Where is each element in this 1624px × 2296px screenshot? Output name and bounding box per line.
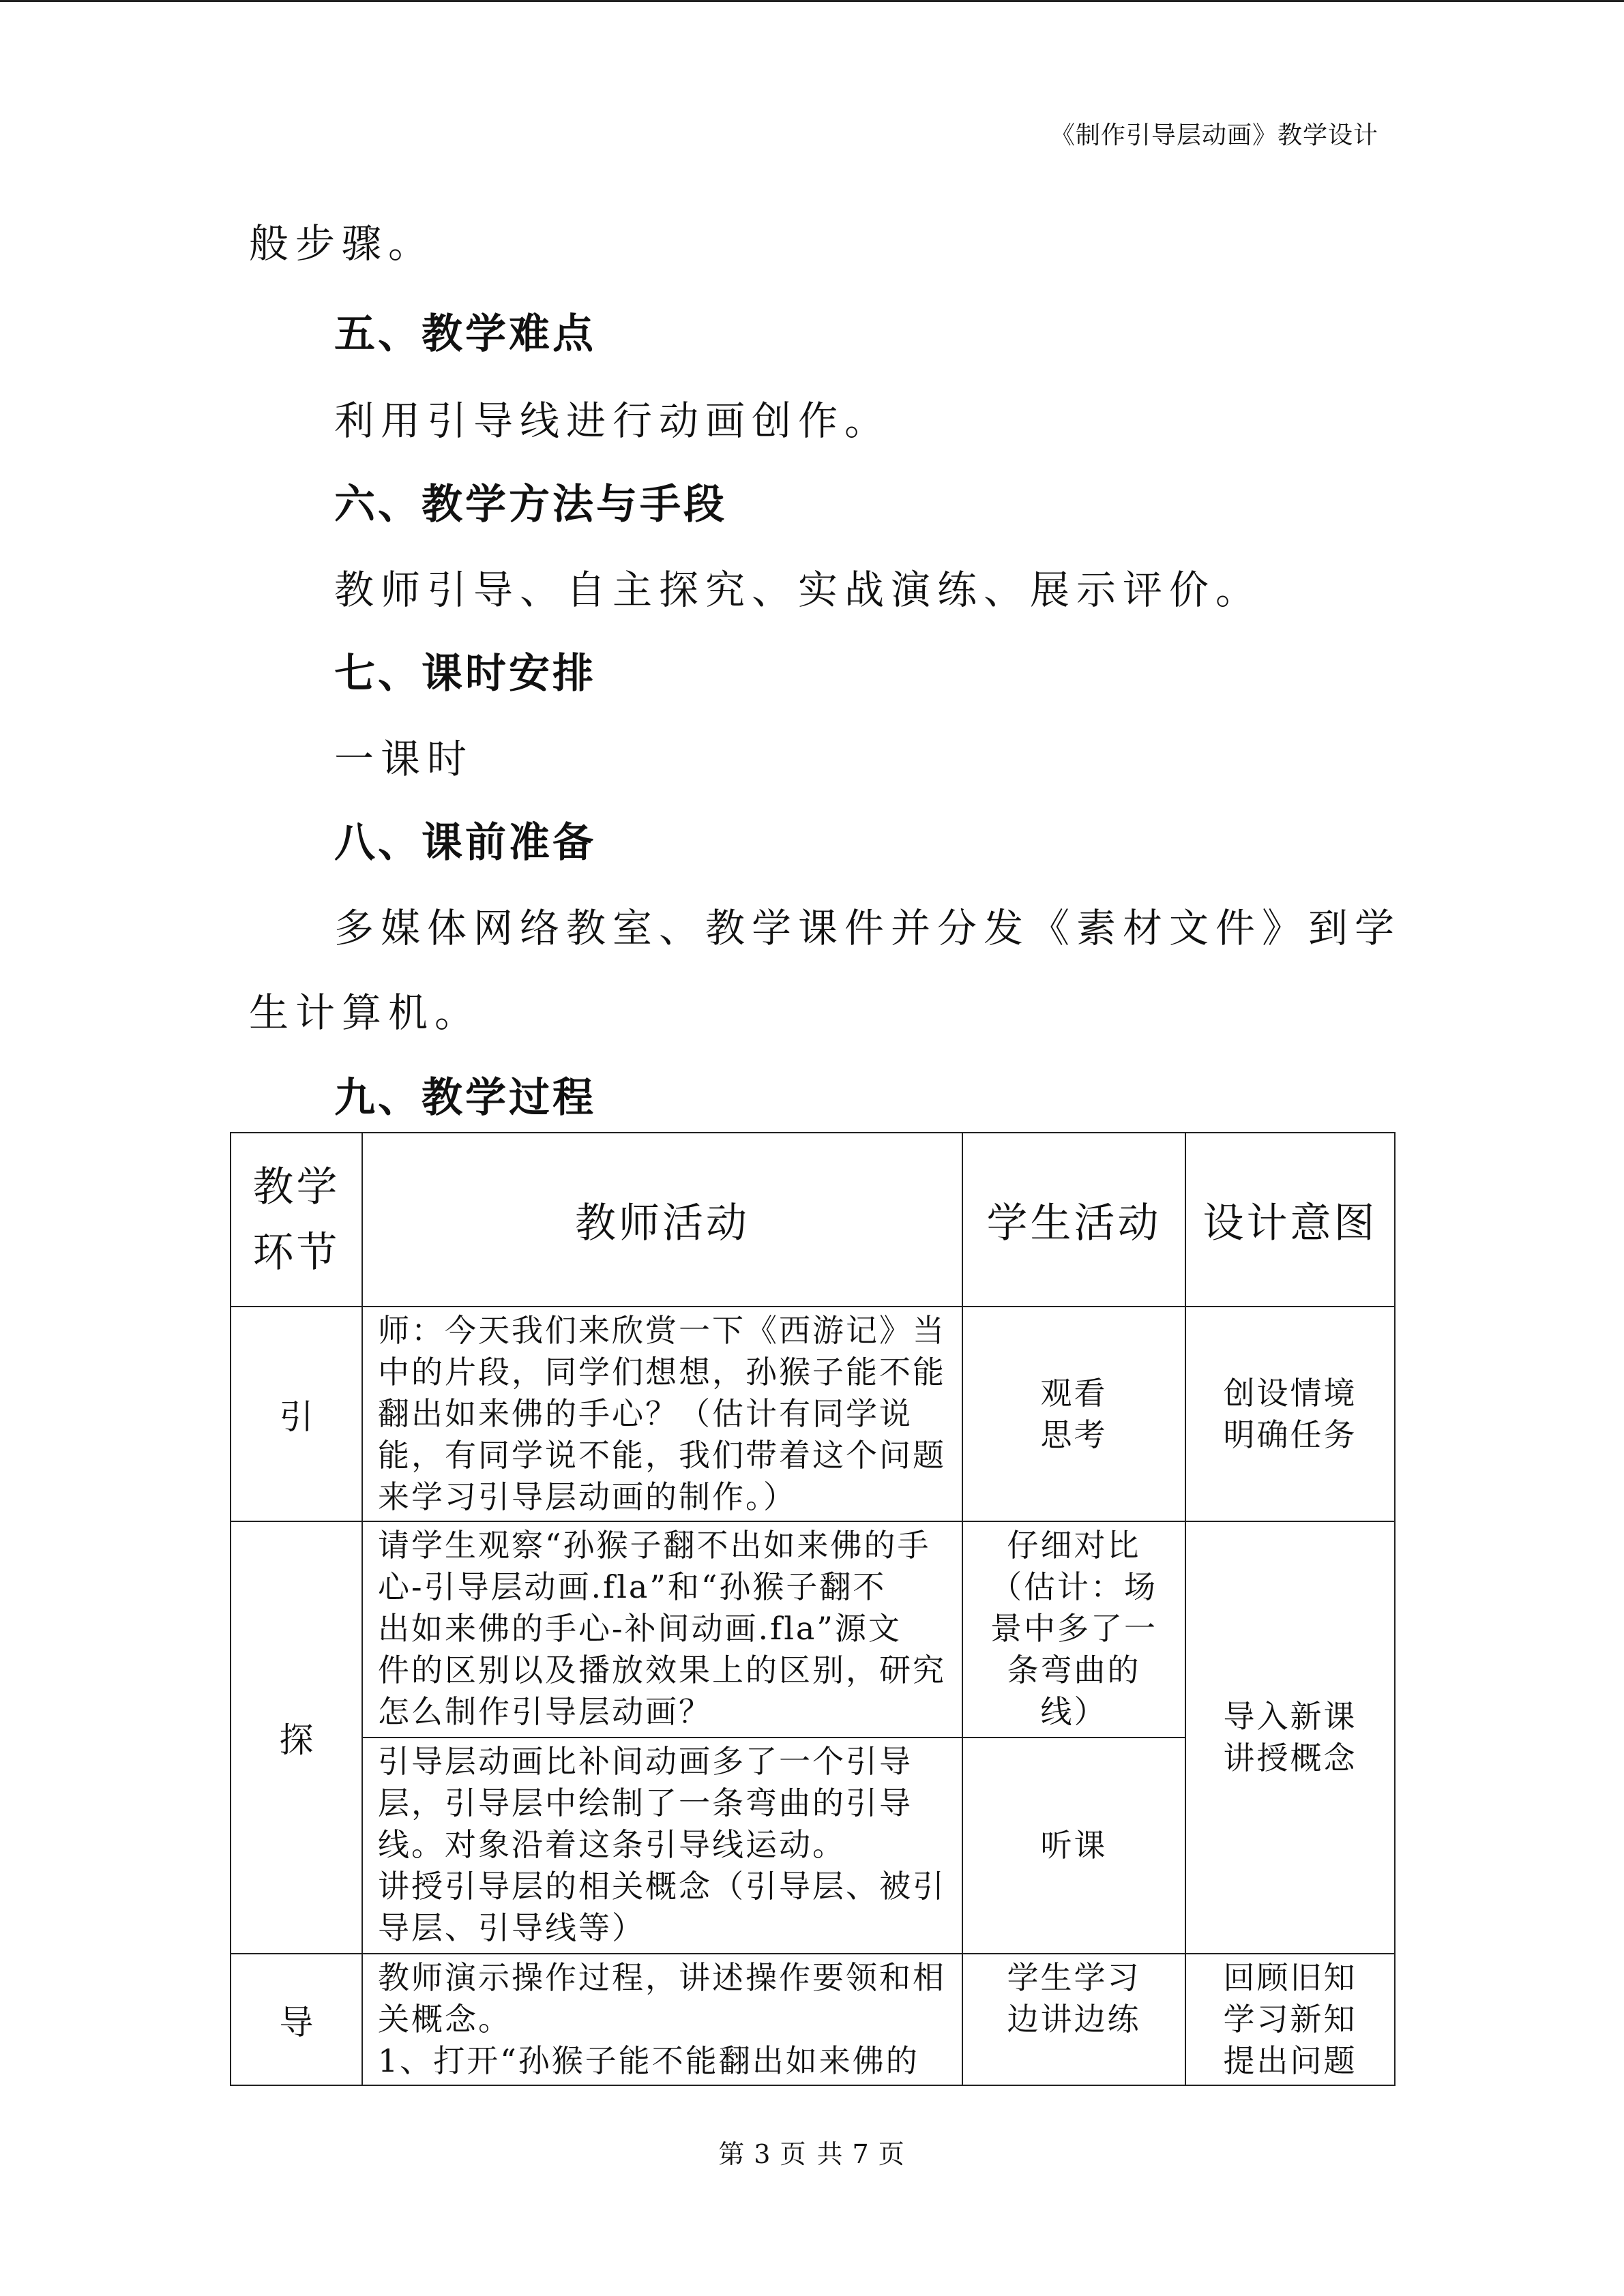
header-stage [231,1133,362,1307]
section-heading-5: 五、教学难点 [334,310,596,358]
text-line: 导入新课 [1223,1698,1357,1735]
top-border-line [0,0,1624,2]
header-teacher-activity: 教师活动 [362,1133,962,1307]
footer-mid: 页 共 [780,2139,844,2169]
design-intent-yin [1185,1307,1395,1521]
design-intent-dao [1185,1954,1395,2085]
table-header-row [231,1133,1395,1307]
text-line: 听课 [1040,1827,1108,1864]
text-line: 仔细对比 [1007,1527,1141,1564]
teacher-activity-tan-a [362,1521,962,1738]
section-heading-8: 八、课前准备 [334,819,596,867]
stage-yin: 引 [231,1307,362,1521]
text-line: 观看 [1040,1374,1108,1412]
header-student-activity: 学生活动 [962,1133,1185,1307]
student-activity-dao [962,1954,1185,2085]
table-row-tan-a [231,1521,1395,1738]
header-stage-line2: 环节 [252,1228,340,1277]
section-text-6: 教师引导、自主探究、实战演练、展示评价。 [334,567,1263,613]
header-design-intent: 设计意图 [1185,1133,1395,1307]
text-line: 层，引导层中绘制了一条弯曲的引导 [378,1785,913,1821]
table-row-dao [231,1954,1395,2085]
section-text-7: 一课时 [334,736,474,782]
footer-page-number: 3 [754,2139,772,2169]
section-heading-9: 九、教学过程 [334,1074,596,1122]
text-line: 导层、引导线等） [378,1909,645,1946]
text-line: 来学习引导层动画的制作。） [378,1478,797,1515]
student-activity-tan-a [962,1521,1185,1738]
text-line: 线。对象沿着这条引导线运动。 [378,1826,846,1863]
footer-suffix: 页 [878,2139,906,2169]
design-intent-tan [1185,1521,1395,1954]
section-heading-6: 六、教学方法与手段 [334,481,727,528]
text-line: 1、打开“孙猴子能不能翻出如来佛的 [378,2042,919,2079]
table-row-yin [231,1307,1395,1521]
text-line: （估计：场 [990,1568,1157,1605]
text-line: 线） [1040,1693,1108,1730]
text-line: 回顾旧知 [1223,1959,1357,1996]
text-line: 出如来佛的手心-补间动画.fla”源文 [378,1610,902,1647]
text-line: 创设情境 [1223,1374,1357,1412]
teacher-activity-tan-b [362,1738,962,1954]
section-heading-7: 七、课时安排 [334,650,596,698]
text-line: 学生学习 [1007,1959,1141,1996]
student-activity-yin [962,1307,1185,1521]
text-line: 讲授概念 [1223,1740,1357,1776]
footer-prefix: 第 [718,2139,746,2169]
text-line: 关概念。 [378,2001,512,2038]
text-line: 师：今天我们来欣赏一下《西游记》当 [378,1312,946,1349]
text-line: 提出问题 [1223,2042,1357,2079]
footer-total-pages: 7 [852,2139,870,2169]
teaching-process-table [230,1132,1396,2086]
section-text-5: 利用引导线进行动画创作。 [334,398,891,444]
text-line: 中的片段，同学们想想，孙猴子能不能 [378,1354,946,1390]
text-line: 思考 [1040,1416,1108,1453]
text-line: 请学生观察“孙猴子翻不出如来佛的手 [378,1527,931,1564]
text-line: 能，有同学说不能，我们带着这个问题 [378,1437,946,1474]
text-line: 条弯曲的 [1007,1652,1141,1688]
text-line: 心-引导层动画.fla”和“孙猴子翻不 [378,1568,887,1605]
page-footer [0,2133,1624,2171]
stage-dao: 导 [231,1954,362,2085]
text-line: 引导层动画比补间动画多了一个引导 [378,1743,913,1780]
teacher-activity-dao [362,1954,962,2085]
header-stage-line1: 教学 [252,1163,340,1211]
teacher-activity-yin [362,1307,962,1521]
text-line: 怎么制作引导层动画？ [378,1693,712,1730]
stage-tan: 探 [231,1521,362,1954]
text-line: 景中多了一 [990,1610,1157,1647]
page-header: 《制作引导层动画》教学设计 [1050,121,1378,149]
text-line: 讲授引导层的相关概念（引导层、被引 [378,1868,946,1905]
text-line: 件的区别以及播放效果上的区别，研究 [378,1652,946,1688]
text-line: 学习新知 [1223,2001,1357,2038]
section-text-8-line2: 生计算机。 [249,989,482,1036]
student-activity-tan-b [962,1738,1185,1954]
text-line: 明确任务 [1223,1416,1357,1453]
section-text-8-line1: 多媒体网络教室、教学课件并分发《素材文件》到学 [334,905,1402,951]
paragraph-continuation: 般步骤。 [249,220,435,267]
text-line: 翻出如来佛的手心？（估计有同学说 [378,1395,913,1432]
text-line: 边讲边练 [1007,2001,1141,2038]
text-line: 教师演示操作过程，讲述操作要领和相 [378,1959,946,1996]
